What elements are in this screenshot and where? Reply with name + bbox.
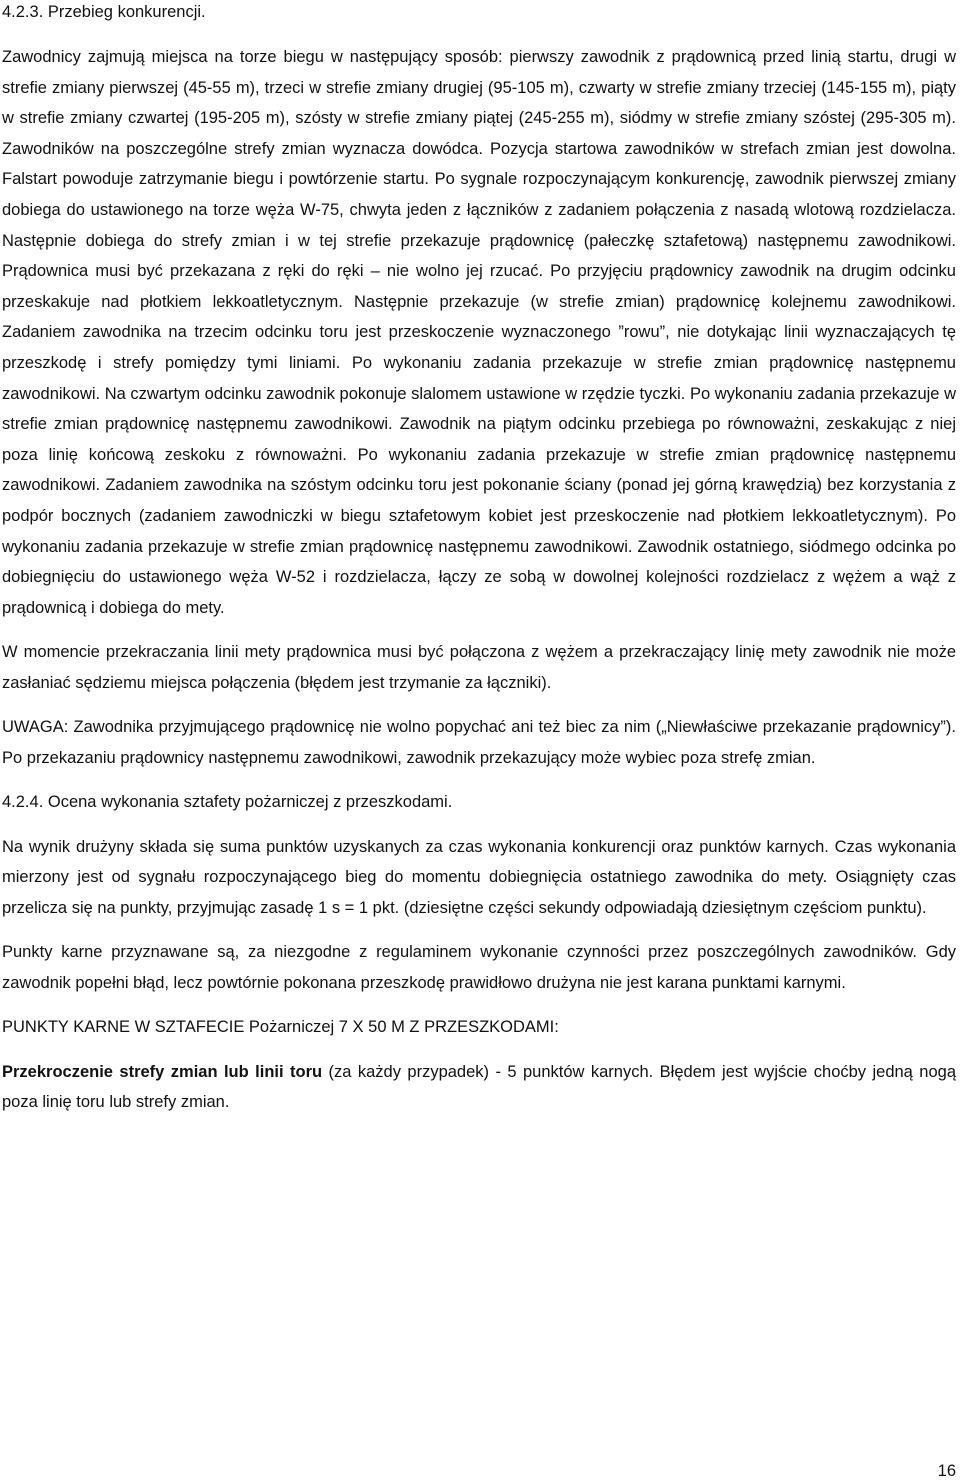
- section-heading: 4.2.3. Przebieg konkurencji.: [2, 3, 206, 21]
- spacer: [2, 818, 956, 832]
- spacer: [2, 998, 956, 1012]
- paragraph-scoring: Na wynik drużyny składa się suma punktów uzyskanych za czas wykonania konkurencji oraz punktów karnych. Czas wykonania mierzony jest od sygnału rozpoczynającego bieg do momentu dobiegnięcia ostatniego zawodnika do mety. Osiągnięty czas przelicza się na punkty, przyjmując zasadę 1 s = 1 pkt. (dziesiętne części sekundy odpowiadają dziesiętnym częściom punktu).: [2, 837, 956, 917]
- penalty-points-heading: PUNKTY KARNE W SZTAFECIE Pożarniczej 7 X 50 M Z PRZESZKODAMI:: [2, 1018, 559, 1037]
- paragraph-course-description: Zawodnicy zajmują miejsca na torze biegu w następujący sposób: pierwszy zawodnik z prądownicą przed linią startu, drugi w strefie zmiany pierwszej (45-55 m), trzeci w strefie zmiany drugiej (95-105 m), czwarty w strefie zmiany trzeciej (145-155 m), piąty w strefie zmiany czwartej (195-205 m), szósty w strefie zmiany piątej (245-255 m), siódmy w strefie zmiany szóstej (295-305 m). Zawodników na poszczególne strefy zmian wyznacza dowódca. Pozycja startowa zawodników w strefach zmian jest dowolna. Falstart powoduje zatrzymanie biegu i powtórzenie startu. Po sygnale rozpoczynającym konkurencję, zawodnik pierwszej zmiany dobiega do ustawionego na torze węża W-75, chwyta jeden z łączników z zadaniem połączenia z nasadą wlotową rozdzielacza. Następnie dobiega do strefy zmian i w tej strefie przekazuje prądownicę (pałeczkę sztafetową) następnemu zawodnikowi. Prądownica musi być przekazana z ręki do ręki – nie wolno jej rzucać. Po przyjęciu prądownicy zawodnik na drugim odcinku przeskakuje nad płotkiem lekkoatletycznym. Następnie przekazuje (w strefie zmian) prądownicę kolejnemu zawodnikowi. Zadaniem zawodnika na trzecim odcinku toru jest przeskoczenie wyznaczonego ”rowu”, nie dotykając linii wyznaczających tę przeszkodę i strefy pomiędzy tymi liniami. Po wykonaniu zadania przekazuje w strefie zmian prądownicę następnemu zawodnikowi. Na czwartym odcinku zawodnik pokonuje slalomem ustawione w rzędzie tyczki. Po wykonaniu zadania przekazuje w strefie zmian prądownicę następnemu zawodnikowi. Zawodnik na piątym odcinku przebiega po równoważni, zeskakując z niej poza linię końcową zeskoku z równoważni. Po wykonaniu zadania przekazuje w strefie zmian prądownicę następnemu zawodnikowi. Zadaniem zawodnika na szóstym odcinku toru jest pokonanie ściany (ponad jej górną krawędzią) bez korzystania z podpór bocznych (zadaniem zawodniczki w biegu sztafetowym kobiet jest przeskoczenie nad płotkiem lekkoatletycznym). Po wykonaniu zadania przekazuje w strefie zmian prądownicę następnemu zawodnikowi. Zawodnik ostatniego, siódmego odcinka po dobiegnięciu do ustawionego węża W-52 i rozdzielacza, łączy ze sobą w dowolnej kolejności rozdzielacz z wężem a wąż z prądownicą i dobiega do mety.: [2, 48, 956, 617]
- spacer: [2, 1043, 956, 1057]
- spacer: [2, 623, 956, 637]
- page-number: 16: [937, 1462, 956, 1480]
- subsection-heading: 4.2.4. Ocena wykonania sztafety pożarniczej z przeszkodami.: [2, 793, 453, 812]
- spacer: [2, 698, 956, 712]
- zone-violation-text: (za każdy przypadek) - 5 punktów karnych. Błędem jest wyjście choćby jedną nogą poza linię toru lub strefy zmian.: [2, 1062, 956, 1112]
- spacer: [2, 24, 956, 42]
- paragraph-finish-line: W momencie przekraczania linii mety prądownica musi być połączona z wężem a przekraczający linię mety zawodnik nie może zasłaniać sędziemu miejsca połączenia (błędem jest trzymanie za łączniki).: [2, 643, 956, 692]
- document-body: [2, 0, 956, 1118]
- spacer: [2, 773, 956, 787]
- paragraph-zone-violation: [2, 1057, 956, 1118]
- paragraph-warning: UWAGA: Zawodnika przyjmującego prądownicę nie wolno popychać ani też biec za nim („Niewłaściwe przekazanie prądownicy”). Po przekazaniu prądownicy następnemu zawodnikowi, zawodnik przekazujący może wybiec poza strefę zmian.: [2, 718, 956, 767]
- zone-violation-label: Przekroczenie strefy zmian lub linii toru: [2, 1062, 323, 1081]
- spacer: [2, 923, 956, 937]
- paragraph-penalty-points: Punkty karne przyznawane są, za niezgodne z regulaminem wykonanie czynności przez poszczególnych zawodników. Gdy zawodnik popełni błąd, lecz powtórnie pokonana przeszkodę prawidłowo drużyna nie jest karana punktami karnymi.: [2, 943, 956, 992]
